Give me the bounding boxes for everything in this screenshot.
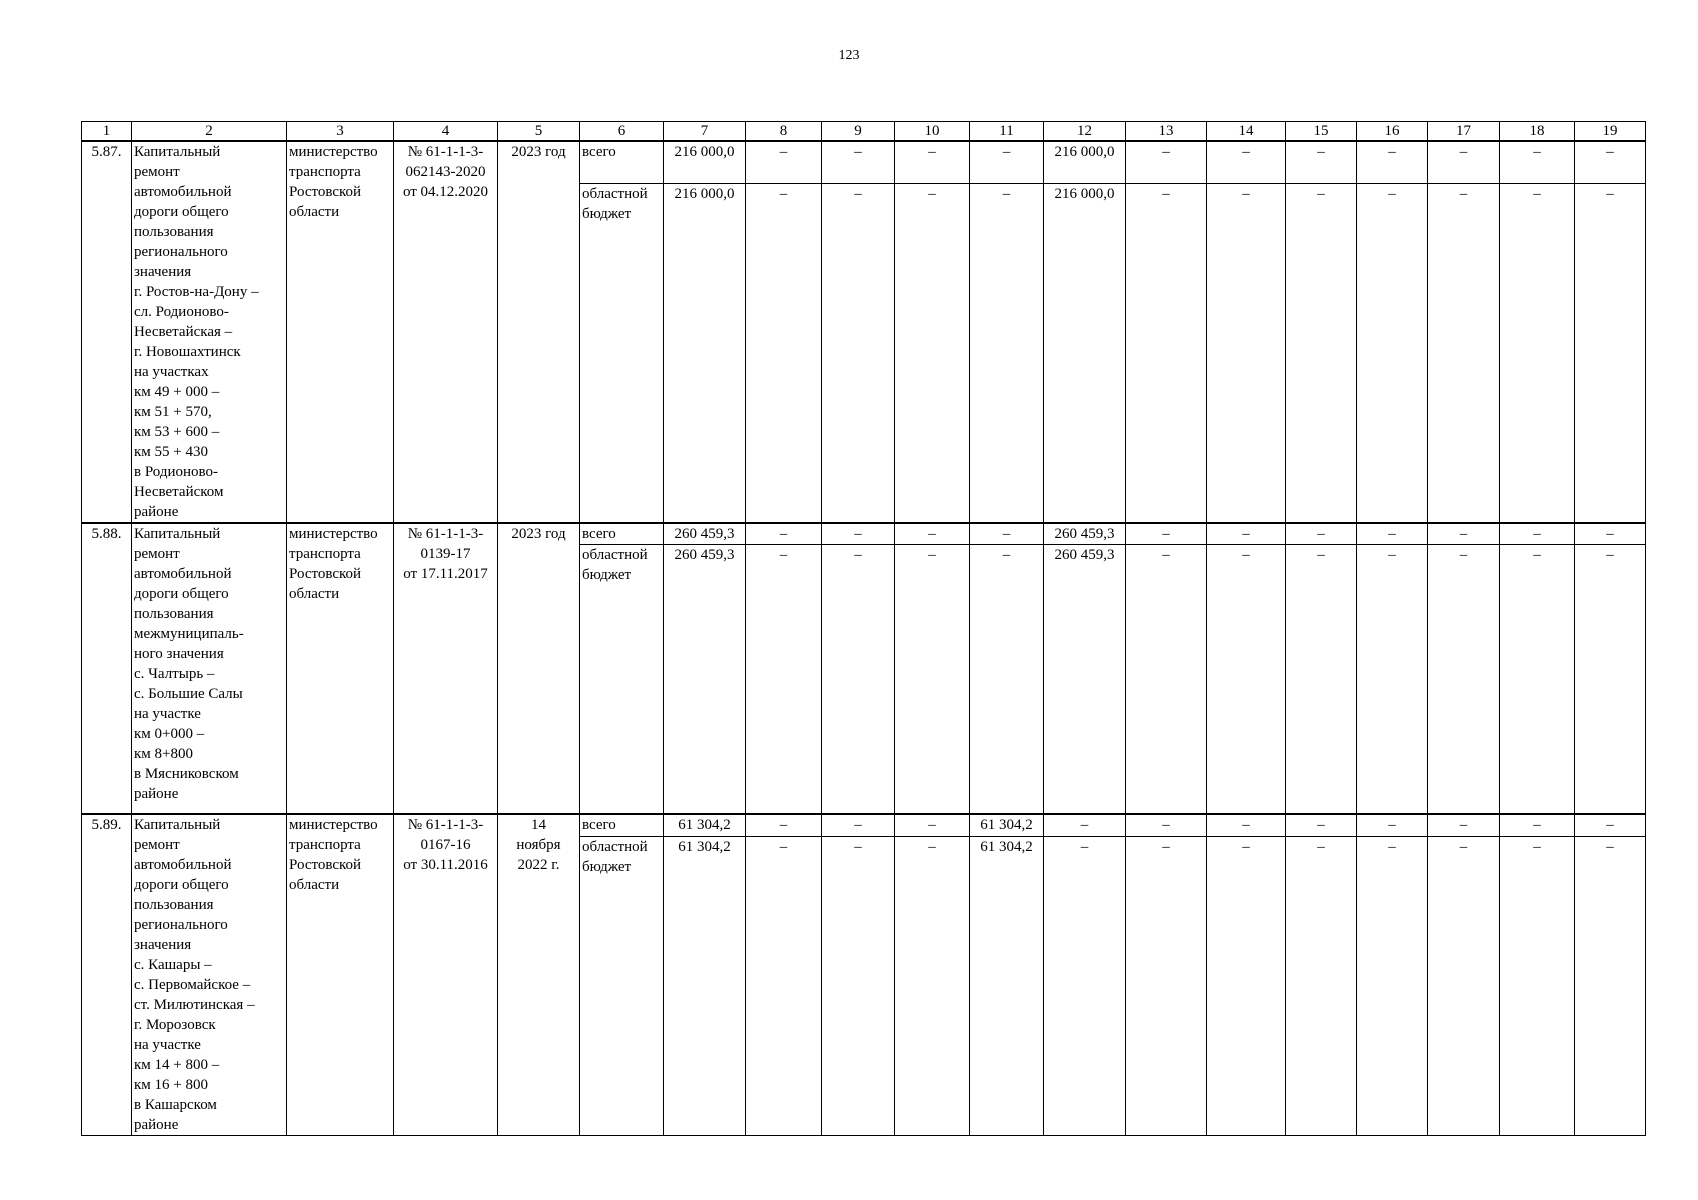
value-cell-col-7: 260 459,3 [664,545,746,815]
expertise-doc-line: 0167-16 [420,837,471,853]
funding-source [580,523,664,545]
object-name-line: ст. Милютинская – [134,997,255,1013]
funding-source-line: областной [582,839,648,855]
expertise-doc [394,814,498,1136]
object-name-line: Несветайская – [134,324,233,340]
row-number: 5.89. [82,814,132,1136]
object-name-line: км 53 + 600 – [134,424,220,440]
object-name-line: дороги общего [134,877,229,893]
expertise-doc-line: № 61-1-1-3- [407,817,484,833]
value-cell-col-19: – [1575,523,1646,545]
object-name-line: значения [134,937,192,953]
value-cell-col-12: 260 459,3 [1044,545,1126,815]
value-cell-col-17: – [1428,837,1500,1136]
completion-term [498,141,580,523]
value-cell-col-11: – [970,184,1044,524]
object-name-line: км 16 + 800 [134,1077,208,1093]
header-row [82,122,1646,142]
completion-term-line: 2023 год [511,144,566,160]
value-cell-col-17: – [1428,814,1500,837]
value-cell-col-13: – [1126,837,1207,1136]
expertise-doc-line: от 30.11.2016 [403,857,488,873]
responsible-org-line: министерство [289,526,378,542]
column-header-2: 2 [132,122,287,142]
object-name-line: пользования [134,224,214,240]
responsible-org-line: области [289,586,340,602]
column-header-4: 4 [394,122,498,142]
responsible-org-line: министерство [289,144,378,160]
value-cell-col-9: – [822,184,895,524]
funding-source-line: областной [582,186,648,202]
object-name-line: км 49 + 000 – [134,384,220,400]
value-cell-col-15: – [1286,523,1357,545]
value-cell-col-8: – [746,141,822,184]
value-cell-col-9: – [822,837,895,1136]
column-header-18: 18 [1500,122,1575,142]
value-cell-col-10: – [895,184,970,524]
column-header-3: 3 [287,122,394,142]
object-name-line: г. Морозовск [134,1017,216,1033]
object-name-line: км 0+000 – [134,726,205,742]
object-name-line: ремонт [134,546,180,562]
value-cell-col-8: – [746,837,822,1136]
completion-term [498,814,580,1136]
budget-table [81,121,1646,1136]
funding-source-line: бюджет [582,206,632,222]
value-cell-col-14: – [1207,837,1286,1136]
object-name-line: г. Ростов-на-Дону – [134,284,259,300]
value-cell-col-18: – [1500,141,1575,184]
value-cell-col-10: – [895,545,970,815]
value-cell-col-16: – [1357,141,1428,184]
expertise-doc-line: от 17.11.2017 [403,566,488,582]
object-name-line: км 51 + 570, [134,404,212,420]
funding-source-line: всего [582,144,616,160]
value-cell-col-18: – [1500,523,1575,545]
expertise-doc-line: № 61-1-1-3- [407,144,484,160]
value-cell-col-18: – [1500,814,1575,837]
value-cell-col-13: – [1126,814,1207,837]
object-name-line: сл. Родионово- [134,304,229,320]
value-cell-col-10: – [895,523,970,545]
funding-source-line: бюджет [582,567,632,583]
responsible-org-line: области [289,877,340,893]
value-cell-col-9: – [822,523,895,545]
value-cell-col-17: – [1428,523,1500,545]
responsible-org-line: транспорта [289,164,361,180]
value-cell-col-15: – [1286,814,1357,837]
object-name-line: на участке [134,1037,201,1053]
value-cell-col-14: – [1207,523,1286,545]
responsible-org-line: Ростовской [289,566,362,582]
object-name-line: км 55 + 430 [134,444,208,460]
value-cell-col-9: – [822,141,895,184]
object-name-line: дороги общего [134,204,229,220]
value-cell-col-13: – [1126,141,1207,184]
column-header-17: 17 [1428,122,1500,142]
value-cell-col-7: 216 000,0 [664,184,746,524]
object-name-line: районе [134,504,179,520]
object-name-line: ремонт [134,164,180,180]
column-header-7: 7 [664,122,746,142]
value-cell-col-19: – [1575,184,1646,524]
funding-source-line: областной [582,547,648,563]
row-number: 5.87. [82,141,132,523]
value-cell-col-8: – [746,184,822,524]
value-cell-col-19: – [1575,141,1646,184]
responsible-org-line: Ростовской [289,184,362,200]
value-cell-col-10: – [895,837,970,1136]
value-cell-col-18: – [1500,184,1575,524]
value-cell-col-11: – [970,545,1044,815]
object-name-line: Капитальный [134,817,221,833]
value-cell-col-13: – [1126,184,1207,524]
value-cell-col-16: – [1357,545,1428,815]
value-cell-col-10: – [895,141,970,184]
value-cell-col-12: – [1044,837,1126,1136]
completion-term-line: 14 [531,817,546,833]
funding-source-line: всего [582,817,616,833]
column-header-14: 14 [1207,122,1286,142]
funding-source [580,184,664,524]
value-cell-col-11: – [970,141,1044,184]
value-cell-col-15: – [1286,545,1357,815]
object-name-line: автомобильной [134,566,232,582]
value-cell-col-11: – [970,523,1044,545]
object-name-line: в Кашарском [134,1097,217,1113]
table-body [82,141,1646,1136]
column-header-9: 9 [822,122,895,142]
completion-term-line: ноября [516,837,561,853]
value-cell-col-11: 61 304,2 [970,837,1044,1136]
responsible-org-line: транспорта [289,837,361,853]
value-cell-col-12: – [1044,814,1126,837]
object-name-line: ремонт [134,837,180,853]
value-cell-col-13: – [1126,545,1207,815]
object-name-line: пользования [134,897,214,913]
object-name-line: регионального [134,244,228,260]
responsible-org [287,814,394,1136]
expertise-doc-line: 062143-2020 [405,164,486,180]
responsible-org-line: транспорта [289,546,361,562]
object-name-line: с. Большие Салы [134,686,243,702]
object-name-line: в Мясниковском [134,766,239,782]
object-name-line: ного значения [134,646,224,662]
value-cell-col-19: – [1575,837,1646,1136]
funding-source [580,545,664,815]
value-cell-col-12: 216 000,0 [1044,141,1126,184]
object-name-line: Несветайском [134,484,224,500]
value-cell-col-16: – [1357,523,1428,545]
value-cell-col-7: 216 000,0 [664,141,746,184]
object-name-line: км 14 + 800 – [134,1057,220,1073]
responsible-org [287,141,394,523]
column-header-15: 15 [1286,122,1357,142]
column-header-16: 16 [1357,122,1428,142]
value-cell-col-7: 61 304,2 [664,814,746,837]
expertise-doc-line: № 61-1-1-3- [407,526,484,542]
object-name [132,523,287,814]
value-cell-col-14: – [1207,545,1286,815]
column-header-5: 5 [498,122,580,142]
value-cell-col-18: – [1500,837,1575,1136]
object-name-line: с. Чалтырь – [134,666,215,682]
value-cell-col-15: – [1286,141,1357,184]
funding-source-line: всего [582,526,616,542]
value-cell-col-15: – [1286,184,1357,524]
page-number: 123 [838,48,860,63]
responsible-org-line: Ростовской [289,857,362,873]
completion-term-line: 2023 год [511,526,566,542]
value-cell-col-9: – [822,814,895,837]
value-cell-col-16: – [1357,184,1428,524]
value-cell-col-10: – [895,814,970,837]
value-cell-col-12: 216 000,0 [1044,184,1126,524]
object-name-line: автомобильной [134,184,232,200]
column-header-6: 6 [580,122,664,142]
value-cell-col-13: – [1126,523,1207,545]
value-cell-col-8: – [746,523,822,545]
funding-source [580,837,664,1136]
object-name-line: в Родионово- [134,464,219,480]
value-cell-col-15: – [1286,837,1357,1136]
column-header-8: 8 [746,122,822,142]
expertise-doc [394,141,498,523]
expertise-doc [394,523,498,814]
value-cell-col-8: – [746,814,822,837]
completion-term-line: 2022 г. [517,857,560,873]
column-header-12: 12 [1044,122,1126,142]
responsible-org-line: министерство [289,817,378,833]
value-cell-col-19: – [1575,814,1646,837]
funding-source-line: бюджет [582,859,632,875]
value-cell-col-11: 61 304,2 [970,814,1044,837]
row-number: 5.88. [82,523,132,814]
expertise-doc-line: 0139-17 [420,546,471,562]
value-cell-col-19: – [1575,545,1646,815]
column-header-11: 11 [970,122,1044,142]
object-name [132,814,287,1136]
responsible-org-line: области [289,204,340,220]
value-cell-col-16: – [1357,814,1428,837]
value-cell-col-14: – [1207,141,1286,184]
object-name [132,141,287,523]
responsible-org [287,523,394,814]
value-cell-col-16: – [1357,837,1428,1136]
value-cell-col-14: – [1207,184,1286,524]
object-name-line: регионального [134,917,228,933]
column-header-1: 1 [82,122,132,142]
object-name-line: районе [134,1117,179,1133]
value-cell-col-17: – [1428,184,1500,524]
table-row [82,814,1646,837]
object-name-line: на участках [134,364,209,380]
table-row [82,141,1646,184]
object-name-line: межмуниципаль- [134,626,244,642]
value-cell-col-9: – [822,545,895,815]
object-name-line: г. Новошахтинск [134,344,241,360]
funding-source [580,141,664,184]
object-name-line: пользования [134,606,214,622]
object-name-line: на участке [134,706,201,722]
value-cell-col-17: – [1428,545,1500,815]
object-name-line: Капитальный [134,144,221,160]
expertise-doc-line: от 04.12.2020 [402,184,489,200]
table-row [82,523,1646,545]
funding-source [580,814,664,837]
object-name-line: Капитальный [134,526,221,542]
value-cell-col-12: 260 459,3 [1044,523,1126,545]
value-cell-col-7: 260 459,3 [664,523,746,545]
object-name-line: значения [134,264,192,280]
completion-term [498,523,580,814]
column-header-13: 13 [1126,122,1207,142]
value-cell-col-7: 61 304,2 [664,837,746,1136]
object-name-line: дороги общего [134,586,229,602]
value-cell-col-17: – [1428,141,1500,184]
value-cell-col-8: – [746,545,822,815]
object-name-line: с. Первомайское – [134,977,251,993]
column-header-19: 19 [1575,122,1646,142]
object-name-line: районе [134,786,179,802]
column-header-10: 10 [895,122,970,142]
value-cell-col-14: – [1207,814,1286,837]
value-cell-col-18: – [1500,545,1575,815]
object-name-line: км 8+800 [134,746,193,762]
object-name-line: с. Кашары – [134,957,212,973]
object-name-line: автомобильной [134,857,232,873]
